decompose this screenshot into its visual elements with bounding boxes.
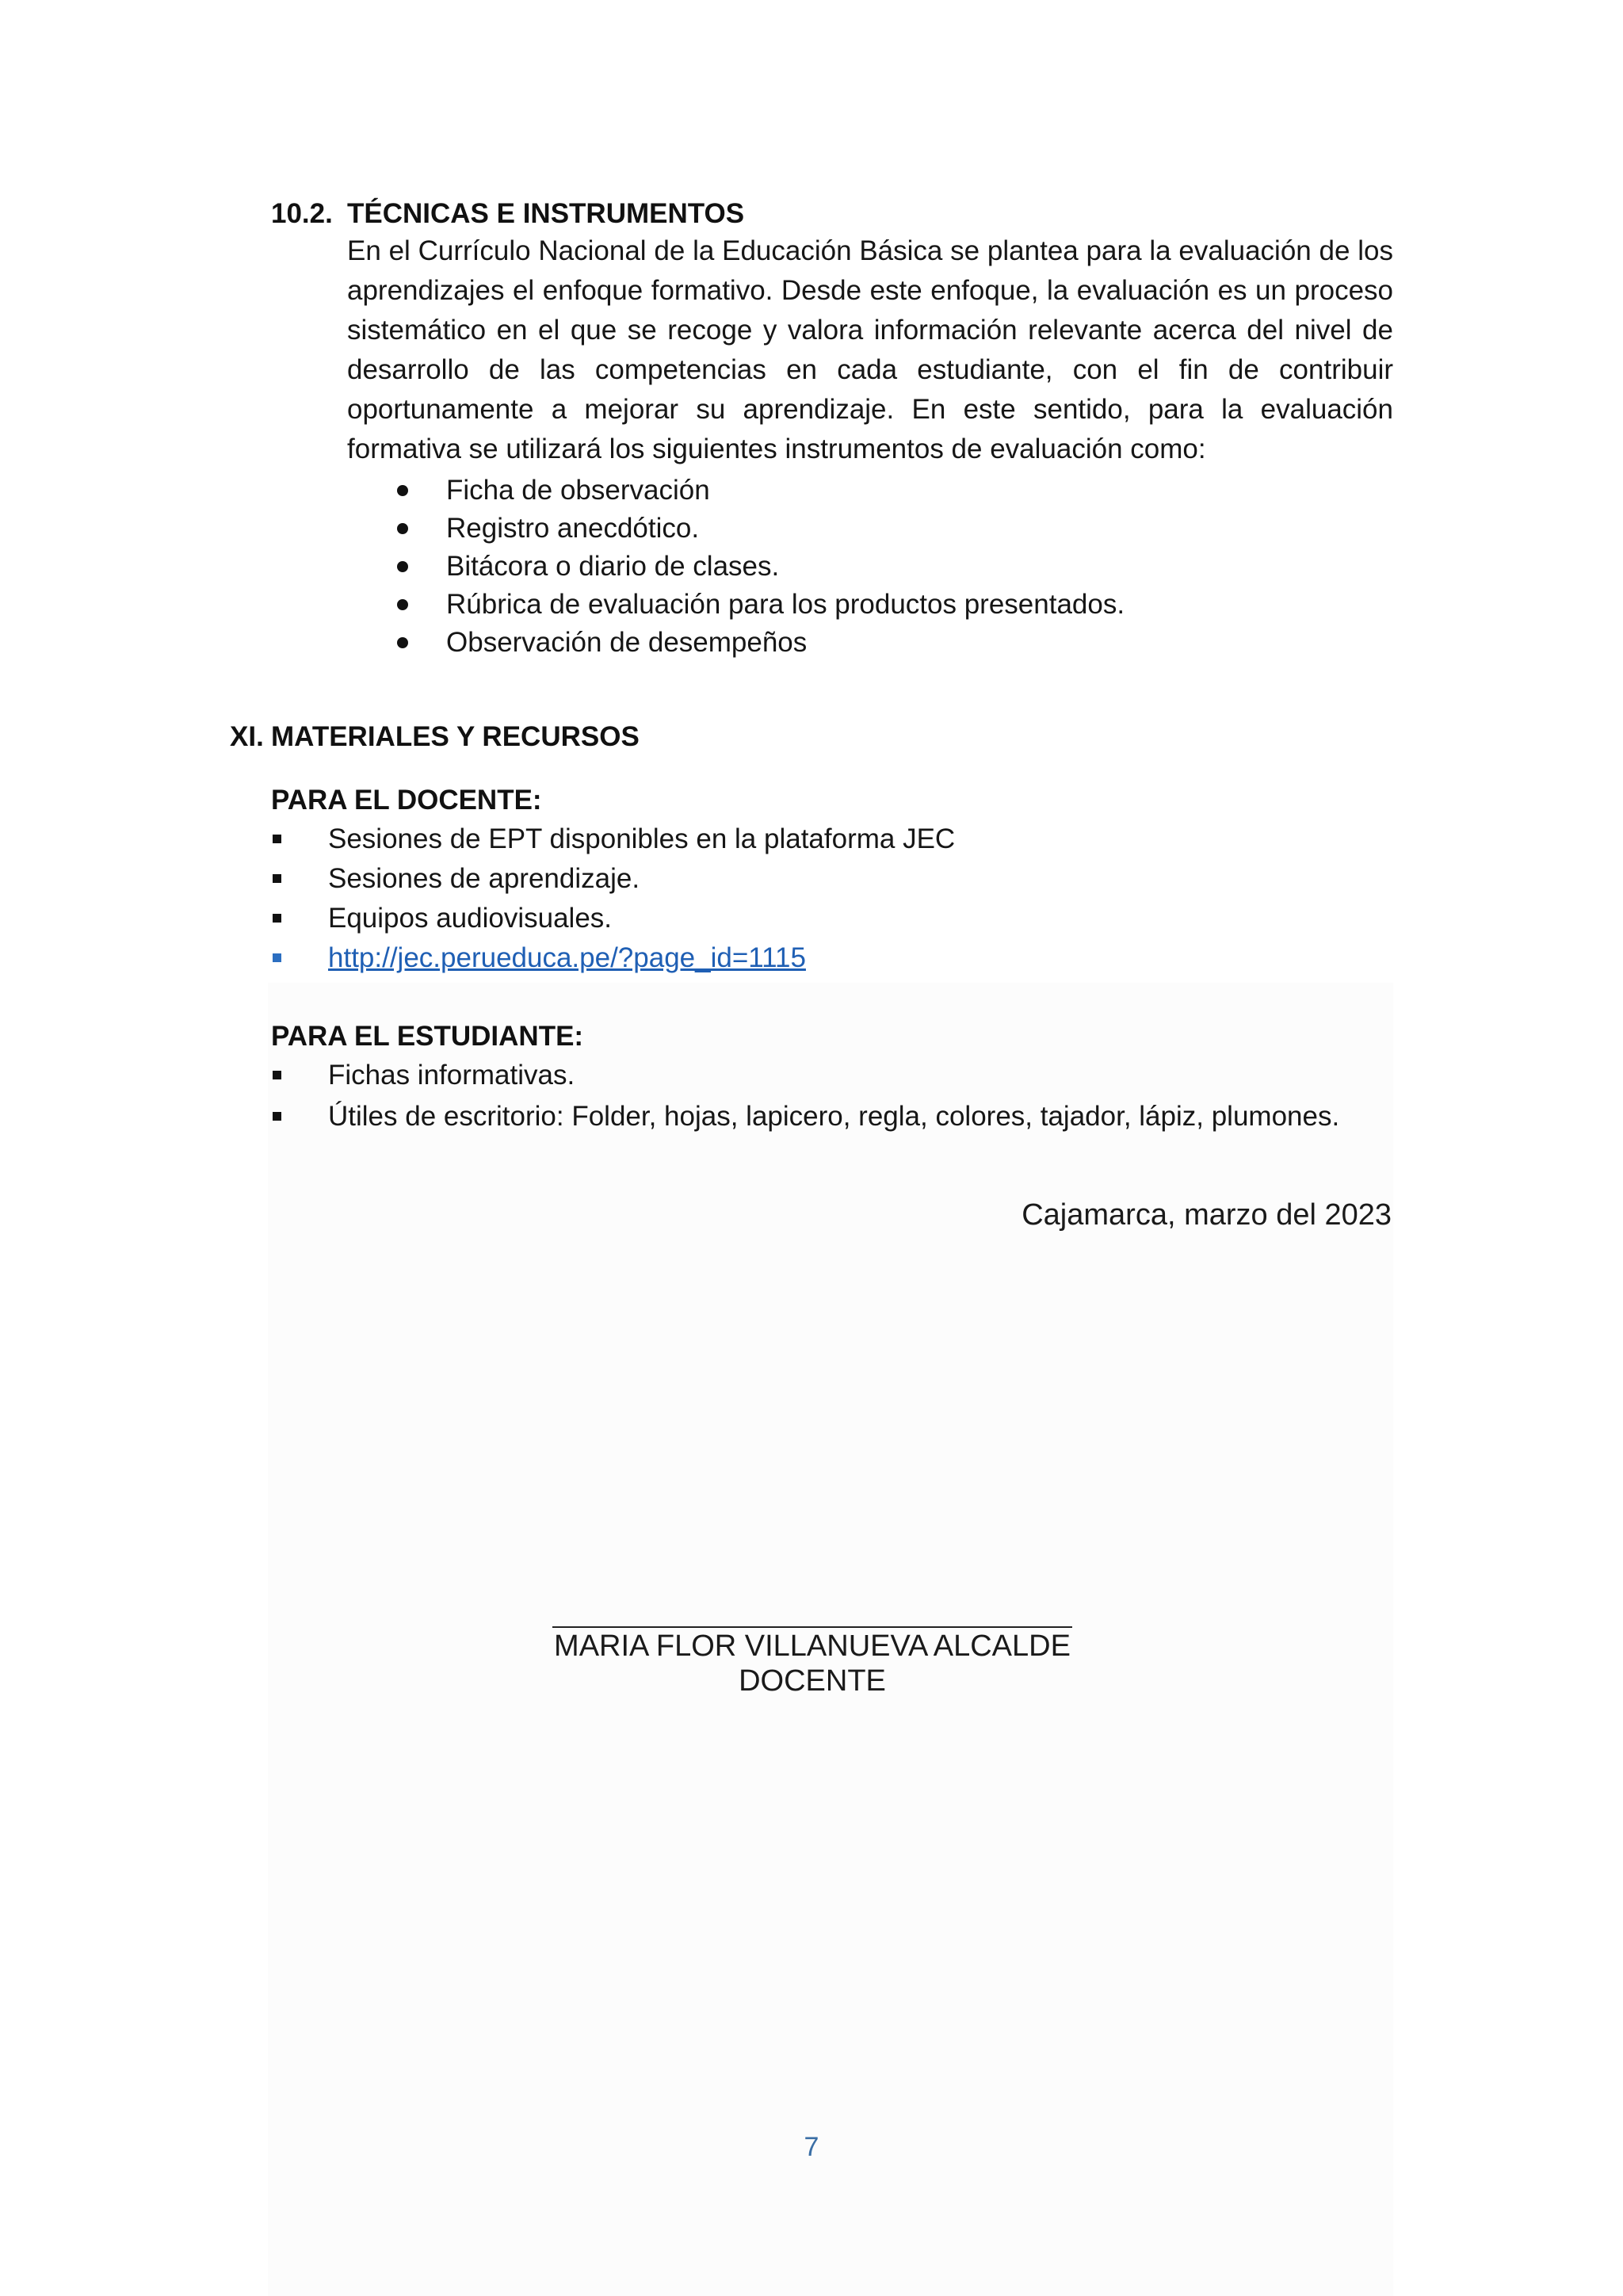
bullet-icon [397, 637, 408, 648]
section-number: 10.2. [271, 198, 333, 229]
signature-role: DOCENTE [739, 1664, 886, 1698]
signature-line [552, 1626, 1072, 1628]
list-item: Observación de desempeños [446, 627, 808, 658]
jec-link[interactable]: http://jec.perueduca.pe/?page_id=1115 [328, 942, 806, 973]
bullet-icon [397, 485, 408, 496]
list-item: Equipos audiovisuales. [328, 903, 613, 934]
bullet-icon [397, 599, 408, 610]
section-paragraph [347, 231, 1393, 469]
section-number: XI. [230, 721, 264, 752]
list-item: Fichas informativas. [328, 1060, 575, 1091]
square-bullet-icon [273, 914, 281, 923]
list-item: Bitácora o diario de clases. [446, 551, 780, 582]
square-bullet-icon [273, 953, 281, 962]
place-date: Cajamarca, marzo del 2023 [1022, 1198, 1392, 1232]
signature-name: MARIA FLOR VILLANUEVA ALCALDE [554, 1629, 1071, 1663]
paragraph-text: En el Currículo Nacional de la Educación Básica se plantea para la evaluación de los aprendizajes el enfoque formativo. Desde este enfoque, la evaluación es un proceso sistemático en el que se recoge y valora información relevante acerca del nivel de desarrollo de las competencias en cada estudiante, con el fin de contribuir oportunamente a mejorar su aprendizaje. En este sentido, para la evaluación formativa se utilizará los siguientes instrumentos de evaluación como: [347, 235, 1393, 464]
square-bullet-icon [273, 835, 281, 843]
list-item: Sesiones de aprendizaje. [328, 863, 640, 894]
list-item: Ficha de observación [446, 475, 710, 506]
page-number: 7 [804, 2132, 819, 2162]
subsection-heading-estudiante: PARA EL ESTUDIANTE: [271, 1021, 584, 1052]
square-bullet-icon [273, 1071, 281, 1079]
square-bullet-icon [273, 1112, 281, 1121]
bullet-icon [397, 523, 408, 534]
list-item: Sesiones de EPT disponibles en la plataforma JEC [328, 823, 956, 854]
list-item: Registro anecdótico. [446, 513, 700, 544]
section-title: MATERIALES Y RECURSOS [271, 721, 640, 752]
section-title: TÉCNICAS E INSTRUMENTOS [347, 198, 745, 229]
list-item: Útiles de escritorio: Folder, hojas, lapicero, regla, colores, tajador, lápiz, plumones. [328, 1101, 1340, 1132]
subsection-heading-docente: PARA EL DOCENTE: [271, 785, 542, 816]
square-bullet-icon [273, 874, 281, 883]
bullet-icon [397, 561, 408, 572]
list-item: Rúbrica de evaluación para los productos presentados. [446, 589, 1125, 620]
